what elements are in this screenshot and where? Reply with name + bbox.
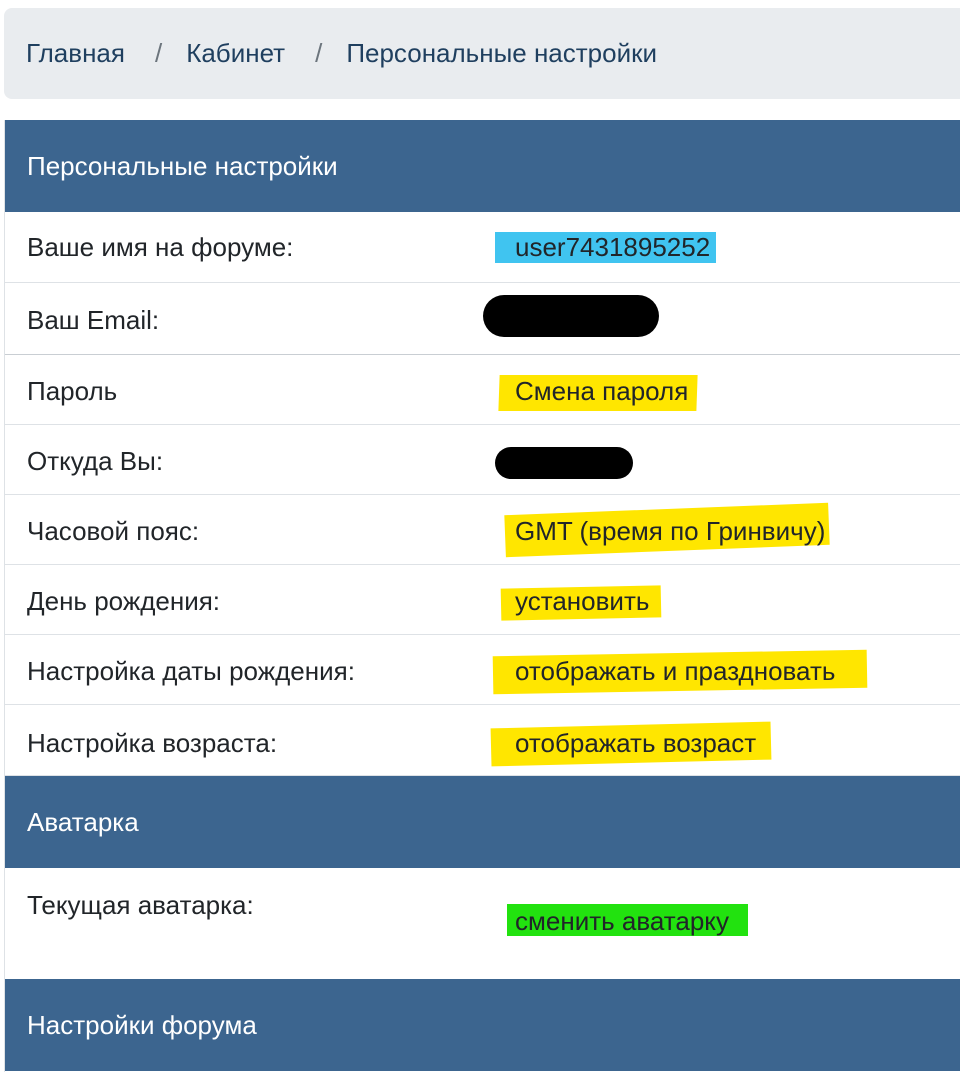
password-label: Пароль (27, 376, 118, 406)
section-header-forum: Настройки форума (5, 979, 960, 1071)
location-row (5, 425, 960, 495)
location-redaction (495, 447, 633, 479)
change-password-link[interactable]: Смена пароля (515, 376, 689, 406)
location-label: Откуда Вы: (27, 446, 164, 476)
age-setting-label: Настройка возраста: (27, 728, 278, 758)
birthday-row (5, 565, 960, 635)
avatar-row (5, 868, 960, 979)
username-value: user7431895252 (515, 232, 711, 262)
username-row (5, 212, 960, 283)
email-label: Ваш Email: (27, 305, 160, 335)
username-label: Ваше имя на форуме: (27, 232, 294, 262)
timezone-label: Часовой пояс: (27, 516, 200, 546)
birthday-setting-row (5, 635, 960, 705)
change-avatar-link[interactable]: сменить аватарку (515, 906, 729, 936)
breadcrumb-separator: / (315, 38, 323, 68)
section-header-avatar: Аватарка (5, 776, 960, 868)
email-row (5, 283, 960, 355)
age-setting-value: отображать возраст (515, 728, 757, 758)
password-row (5, 355, 960, 425)
breadcrumb (4, 8, 960, 99)
breadcrumb-separator: / (154, 38, 163, 68)
section-header-personal: Персональные настройки (5, 120, 960, 212)
birthday-label: День рождения: (27, 586, 221, 616)
age-setting-row (5, 705, 960, 776)
set-birthday-link[interactable]: установить (515, 586, 650, 616)
current-avatar-label: Текущая аватарка: (27, 890, 254, 920)
timezone-row (5, 495, 960, 565)
breadcrumb-current: Персональные настройки (346, 38, 658, 68)
settings-panel (4, 120, 960, 1072)
birthday-setting-label: Настройка даты рождения: (27, 656, 355, 686)
breadcrumb-cabinet-link[interactable]: Кабинет (186, 38, 286, 68)
email-redaction (483, 295, 659, 337)
breadcrumb-home-link[interactable]: Главная (26, 38, 125, 68)
birthday-setting-value: отображать и праздновать (515, 656, 836, 686)
timezone-value: GMT (время по Гринвичу) (515, 516, 826, 546)
